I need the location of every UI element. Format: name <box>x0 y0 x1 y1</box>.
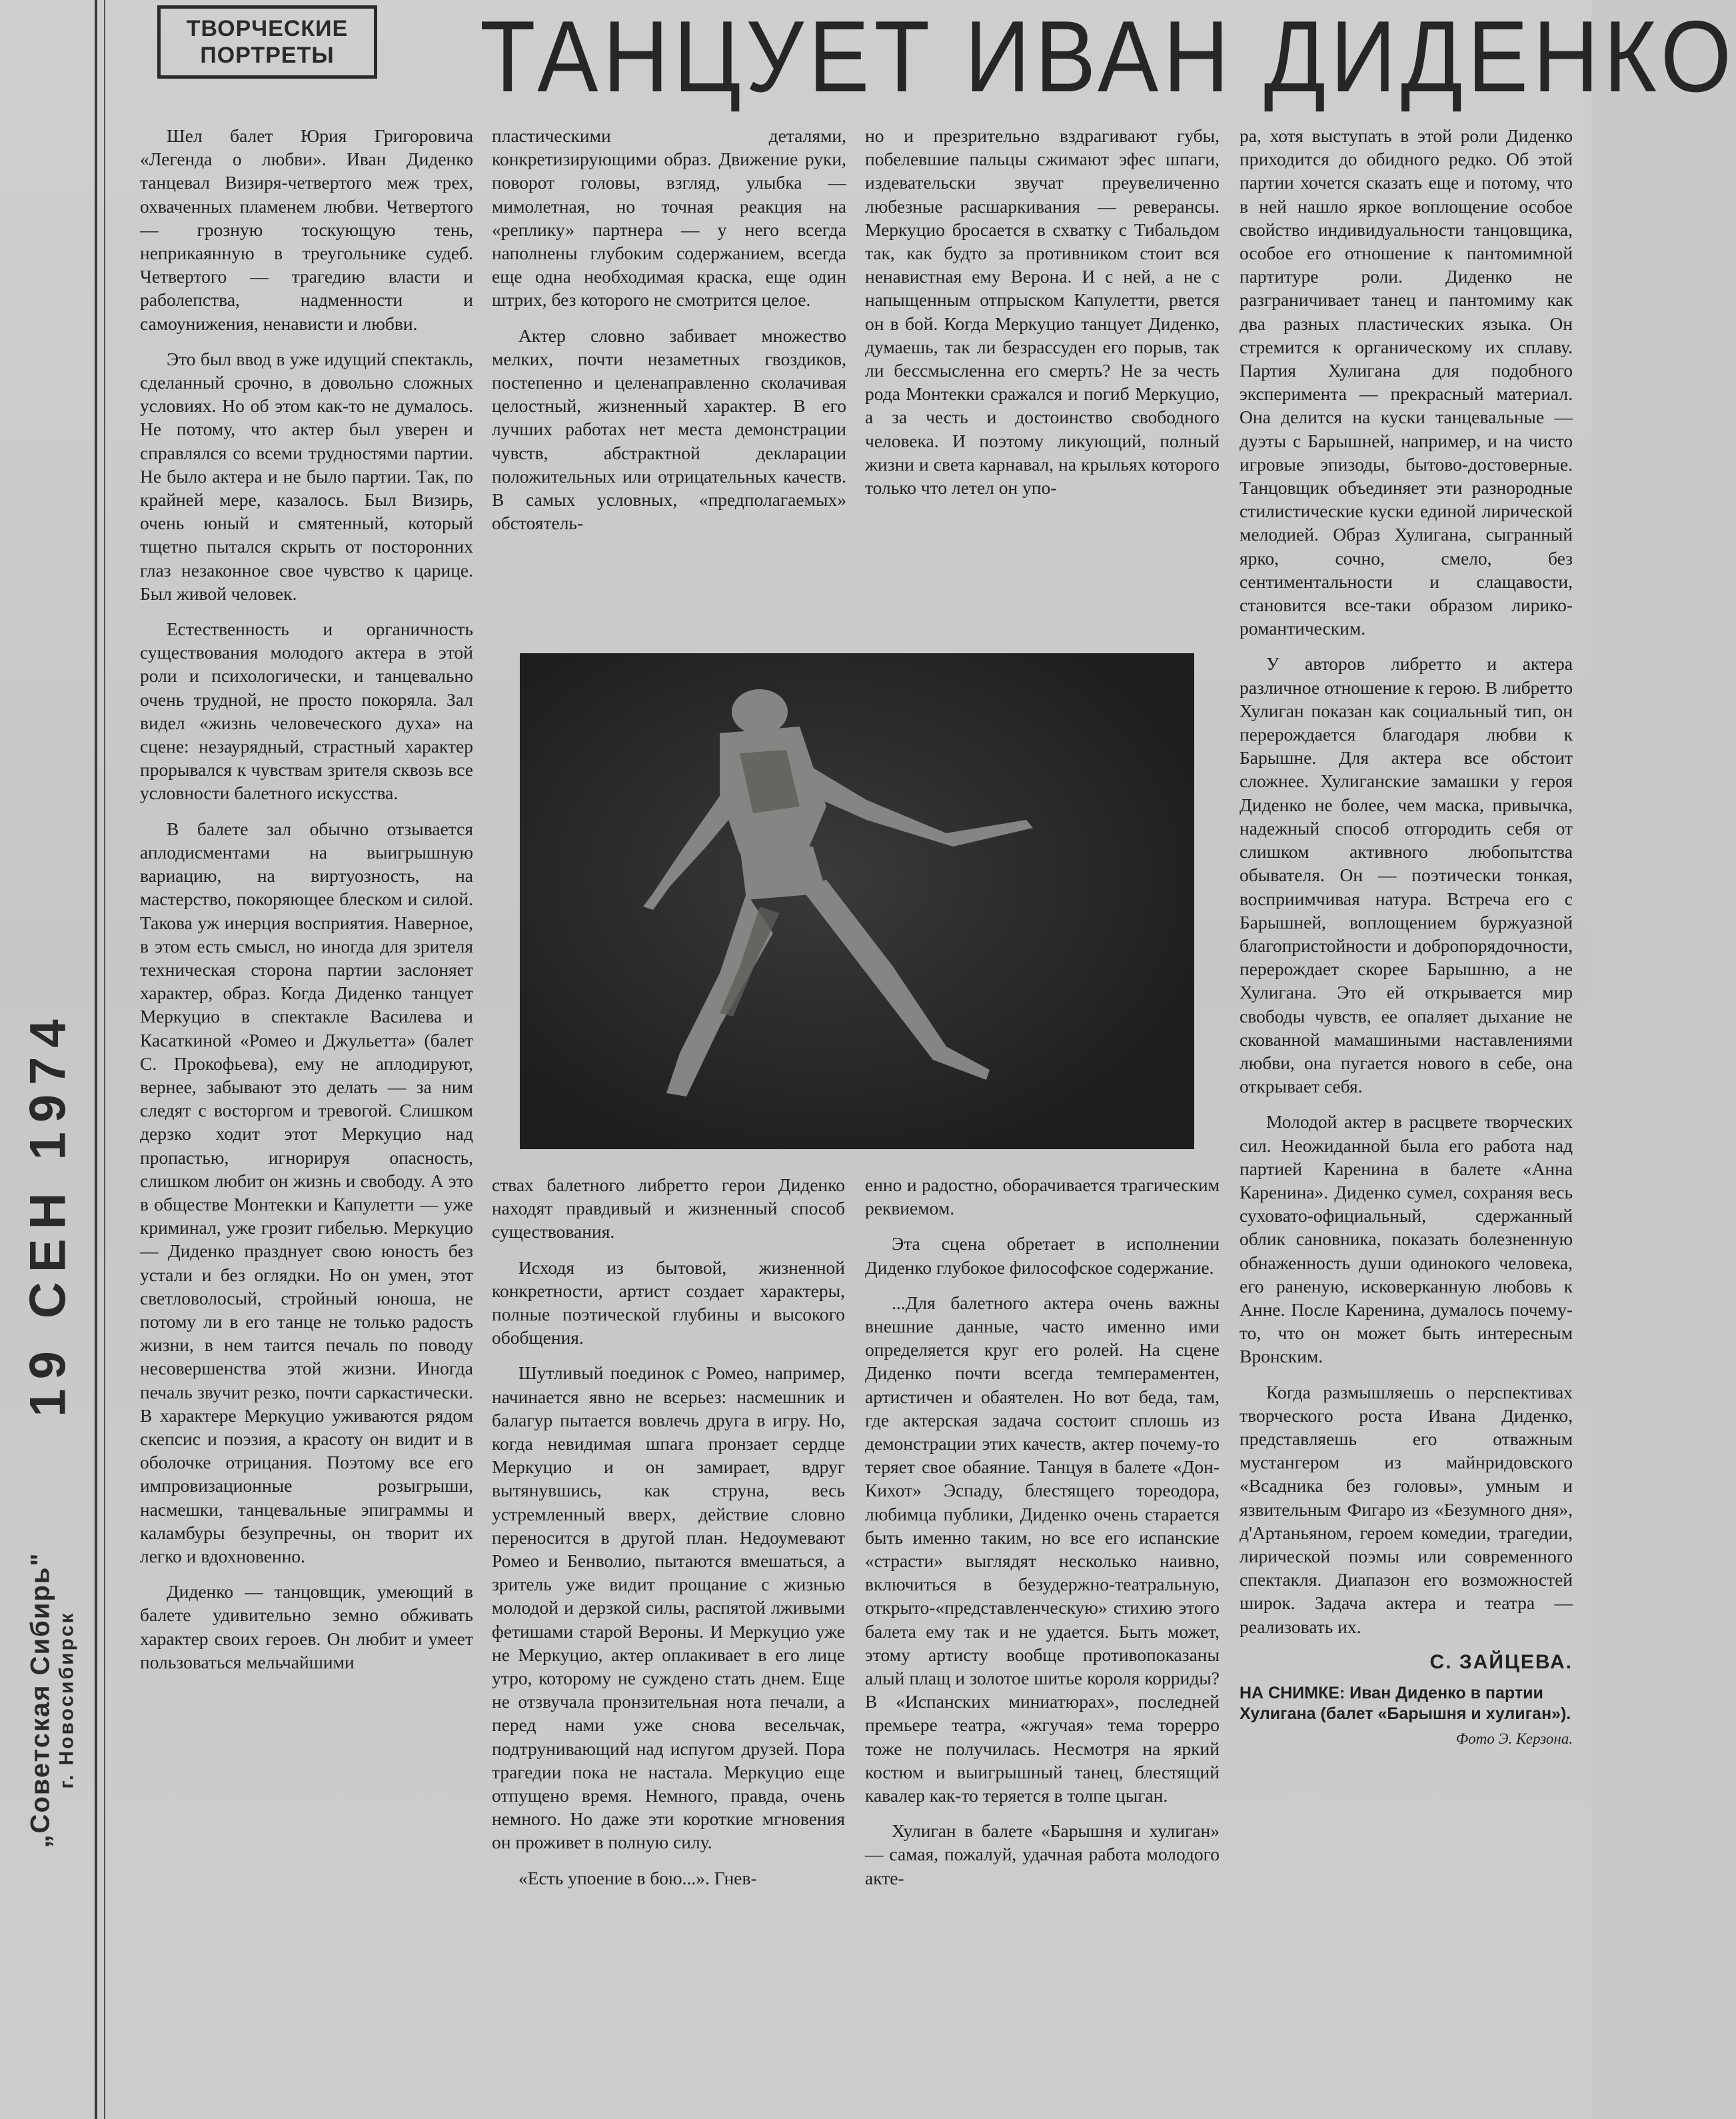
caption-text: Иван Диденко в партии Хулигана (балет «Барышня и хулиган»). <box>1240 1684 1571 1723</box>
paragraph: Когда размышляешь о перспективах творческого роста Ивана Диденко, представляешь его отважным мустангером из майнридовского «Всадника без головы», умным и язвительным Фигаро из «Безумного дня», д'Артаньяном, героем комедии, трагедии, лирической поэмы или современного спектакля. Диапазон его возможностей широк. Задача актера и театра — реализовать их. <box>1240 1381 1573 1637</box>
photo-caption <box>1240 1683 1573 1724</box>
paragraph: ра, хотя выступать в этой роли Диденко приходится до обидного редко. Об этой партии хочется сказать еще и потому, что в ней нашло яркое воплощение особое свойство индивидуальности танцовщика, особое его отношение к пантомимной партитуре роли. Диденко не разграничивает танец и пантомиму как два разных пластических языка. Он стремится к органическому их сплаву. Партия Хулигана для подобного эксперимента — прекрасный материал. Она делится на куски танцевальные — дуэты с Барышней, например, и на чисто игровые эпизоды, бытово-достоверные. Танцовщик объединяет эти разнородные стилистические куски единой лирической мелодией. Образ Хулигана, сыгранный ярко, сочно, смело, без сентиментальности и слащавости, становится все-таки образом лирико-романтическим. <box>1240 125 1573 639</box>
paragraph: Исходя из бытовой, жизненной конкретности, артист создает характеры, полные поэтической глубины и высокого обобщения. <box>492 1256 845 1348</box>
paragraph: Эта сцена обретает в исполнении Диденко глубокое философское содержание. <box>865 1233 1220 1278</box>
date-stamp <box>8 1009 88 1417</box>
caption-label: НА СНИМКЕ: <box>1240 1684 1345 1702</box>
paragraph: енно и радостно, оборачивается трагическим реквиемом. <box>865 1174 1220 1219</box>
headline: ТАНЦУЕТ ИВАН ДИДЕНКО <box>480 0 1736 113</box>
paragraph: Диденко — танцовщик, умеющий в балете удивительно земно обживать характер своих героев. Он любит и умеет пользоваться мельчайшими <box>140 1581 473 1672</box>
paragraph: ...Для балетного актера очень важны внешние данные, часто именно ими определяется круг его ролей. На сцене Диденко почти всегда темпераментен, артистичен и обаятелен. Но вот беда, там, где актерская задача состоит сплошь из демонстрации этих качеств, актер почему-то теряет свое обаяние. Танцуя в балете «Дон-Кихот» Эспаду, блестящего тореодора, любимца публики, Диденко очень старается быть именно таким, но все его испанские «страсти» выглядят несколько наивно, включиться в безудержно-театральную, открыто-«представленческую» стихию этого балета ему так и не удается. Быть может, этому артисту вообще противопоказаны алый плащ и золотое шитье короля корриды? В «Испанских миниатюрах», последней премьере театра, «жгучая» тема торерро тоже не получилась. Несмотря на яркий костюм и выигрышный танец, блестящий кавалер как-то теряется в толпе цыган. <box>865 1292 1220 1806</box>
article-column-3-top <box>865 124 1220 611</box>
article-column-1 <box>140 124 473 2117</box>
rubric-line-1: ТВОРЧЕСКИЕ <box>186 16 349 41</box>
paragraph: Молодой актер в расцвете творческих сил. Неожиданной была его работа над партией Каренина в балете «Анна Каренина». Диденко сумел, сохраняя весь суховато-официальный, сдержанный облик сановника, показать болезненную обнаженность души одинокого человека, его раненую, исковерканную любовь к Анне. После Каренина, думалось почему-то, что он может быть интересным Вронским. <box>1240 1111 1573 1367</box>
source-label <box>5 1426 99 1973</box>
paragraph: но и презрительно вздрагивают губы, побелевшие пальцы сжимают эфес шпаги, издевательски звучат преувеличенно любезные расшаркивания — реверансы. Меркуцио бросается в схватку с Тибальдом так, как будто за противником стоит вся ненавистная ему Верона. И с ней, а не с напыщенным отпрыском Капулетти, рвется он в бой. Когда Меркуцио танцует Диденко, думаешь, так ли безрассуден его порыв, так ли бессмысленна его смерть? Не за честь рода Монтекки сражался и погиб Меркуцио, а за честь и достоинство свободного человека. И поэтому ликующий, полный жизни и света карнавал, на крыльях которого только что летел он упо- <box>865 125 1220 499</box>
article-column-2-top <box>492 124 846 611</box>
paragraph: «Есть упоение в бою...». Гнев- <box>518 1867 757 1888</box>
paragraph: Шел балет Юрия Григоровича «Легенда о любви». Иван Диденко танцевал Визиря-четвертого меж трех, охваченных пламенем любви. Четвертого — грозную тоскующую тень, неприкаянную в треугольнике судеб. Четвертого — трагедию власти и раболепства, надменности и самоунижения, ненависти и любви. <box>140 125 473 334</box>
paragraph: Естественность и органичность существования молодого актера в этой роли и психологически, и танцевально очень трудной, не просто покоряла. Зал видел «жизнь человеческого духа» на сцене: незаурядный, страстный характер прорывался к чувствам зрителя сквозь все условности балетного искусства. <box>140 619 473 804</box>
paragraph: ствах балетного либретто герои Диденко находят правдивый и жизненный способ существования. <box>492 1174 845 1242</box>
rubric-line-2: ПОРТРЕТЫ <box>200 43 335 68</box>
dancer-photo <box>520 653 1194 1149</box>
paragraph: Актер словно забивает множество мелких, почти незаметных гвоздиков, постепенно и целенаправленно сколачивая целостный, жизненный характер. В его лучших работах нет места демонстрации чувств, абстрактной декларации положительных или отрицательных качеств. В самых условных, «предполагаемых» обстоятель- <box>492 325 846 534</box>
source-newspaper-name: „Советская Сибирь" <box>25 1552 55 1848</box>
paragraph: пластическими деталями, конкретизирующими образ. Движение руки, поворот головы, взгляд, улыбка — мимолетная, но точная реакция на «реплику» партнера — у него всегда наполнены глубоким содержанием, всегда еще одна необходимая краска, еще один штрих, без которого не смотрится целое. <box>492 125 846 311</box>
date-stamp-text: 19 СЕН 1974 <box>19 1009 77 1417</box>
paragraph: Хулиган в балете «Барышня и хулиган» — самая, пожалуй, удачная работа молодого акте- <box>865 1820 1220 1888</box>
paragraph: Шутливый поединок с Ромео, например, начинается явно не всерьез: насмешник и балагур пытается вовлечь друга в игру. Но, когда невидимая шпага пронзает сердце Меркуцио и он замирает, вдруг вытянувшись, как струна, весь устремленный вверх, действие словно переносится в другой план. Недоумевают Ромео и Бенволио, пытаются вмешаться, а зритель уже видит прощание с жизнью молодой и дерзкой силы, распятой лживыми фетишами старой Вероны. И Меркуцио уже не Меркуцио, актер оплакивает в его лице утро, которому не суждено стать днем. Еще не отзвучала пронзительная нота печали, а перед нами уже снова весельчак, подтрунивающий над испугом друзей. Пора трагедии пока не настала. Меркуцио еще отпущено время. Немного, правда, очень немного. Но даже эти короткие мгновения он проживет в полную силу. <box>492 1362 845 1853</box>
paragraph: Это был ввод в уже идущий спектакль, сделанный срочно, в довольно сложных условиях. Но об этом как-то не думалось. Не потому, что актер был уверен и справлялся со всеми трудностями партии. Не было актера и не было партии. Так, по крайней мере, казалось. Был Визирь, очень юный и смятенный, который тщетно пытался скрыть от посторонних глаз незаконное свое чувство к царице. Был живой человек. <box>140 348 473 604</box>
article-column-4 <box>1240 124 1573 2117</box>
dancer-photo-image <box>520 653 1194 1149</box>
author-signature: С. ЗАЙЦЕВА. <box>1429 1650 1573 1673</box>
margin-rule-thin <box>104 0 105 2119</box>
paragraph: У авторов либретто и актера различное отношение к герою. В либретто Хулиган показан как социальный тип, он перерождается благодаря любви к Барышне. Для актера все обстоит сложнее. Хулиганские замашки у героя Диденко не более, чем маска, привычка, надежный способ отгородить себя от слишком активного любопытства обывателя. Он — поэтически тонкая, восприимчивая натура. Встреча его с Барышней, воплощением буржуазной благопристойности и добропорядочности, перерождает скорее Барышню, а не Хулигана. Это ей открывается мир свободы чувств, ее опаляет дыхание не скованной мамашиными наставлениями любви, она пугается нового в себе, она открывает себя. <box>1240 653 1573 1097</box>
article-column-3-bottom <box>865 1173 1220 2113</box>
rubric-box <box>157 5 377 79</box>
source-city: г. Новосибирск <box>55 1610 78 1789</box>
photo-credit: Фото Э. Керзона. <box>1455 1730 1573 1747</box>
article-column-2-bottom <box>492 1173 845 2113</box>
paragraph: В балете зал обычно отзывается аплодисментами на выигрышную вариацию, на виртуозность, на мастерство, покоряющее блеском и силой. Такова уж инерция восприятия. Наверное, в этом есть смысл, но иногда для зрителя техническая сторона партии заслоняет характер, образ. Когда Диденко танцует Меркуцио в спектакле Василева и Касаткиной «Ромео и Джульетта» (балет С. Прокофьева), ему не аплодируют, вернее, забывают это делать — за ним следят с восторгом и тревогой. Слишком дерзко ходит этот Меркуцио над пропастью, игнорируя опасность, слишком любит он жизнь и свободу. А это в обществе Монтекки и Капулетти — уже криминал, уже грозит гибелью. Меркуцио — Диденко празднует свою юность без устали и без оглядки. Но он умен, этот светловолосый, стройный юноша, не потому ли в его танце не только радость жизни, в нем таится печаль по поводу несовершенства этой жизни. Иногда печаль звучит резко, почти саркастически. В характере Меркуцио уживаются рядом скепсис и поэзия, а красоту он видит и в оболочке отрицания. Поэтому все его импровизационные розыгрыши, насмешки, танцевальные эпиграммы и каламбуры безупречны, он творит их легко и вдохновенно. <box>140 818 473 1566</box>
